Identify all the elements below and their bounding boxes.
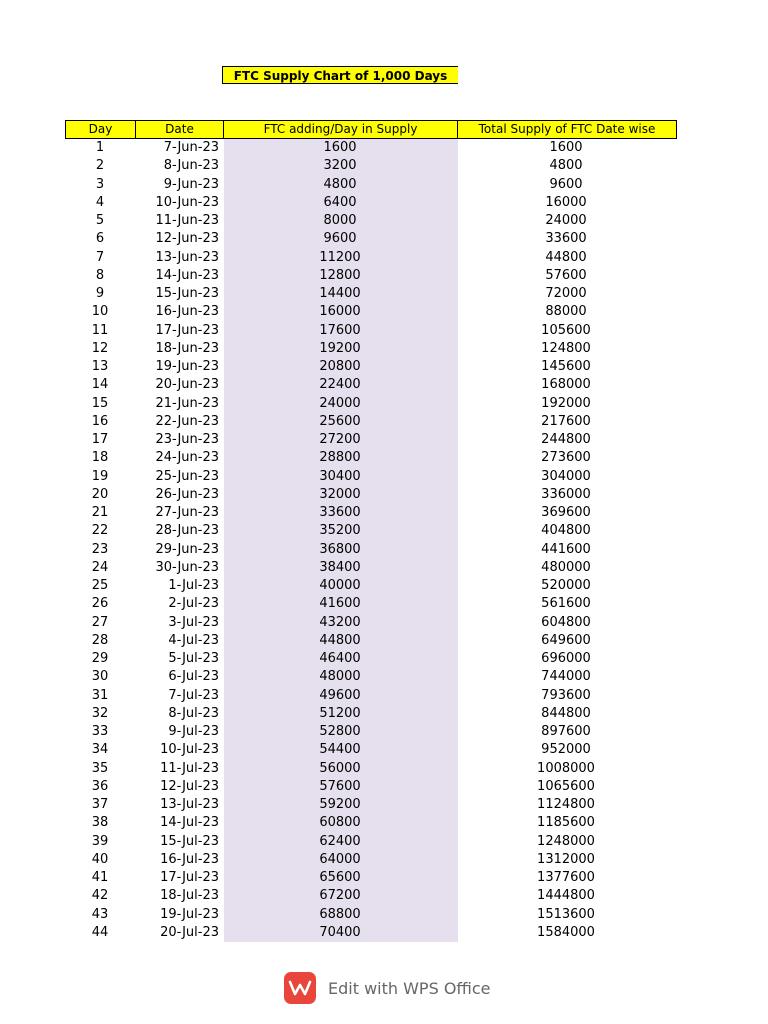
cell-ftc-adding: 24000 — [319, 395, 361, 411]
cell-date: 8-Jun-23 — [163, 158, 219, 174]
table-row — [65, 869, 677, 887]
cell-ftc-adding: 17600 — [319, 322, 361, 338]
cell-date: 30-Jun-23 — [155, 559, 219, 575]
table-row — [65, 194, 677, 212]
cell-day: 33 — [91, 724, 109, 739]
cell-ftc-adding: 6400 — [323, 194, 357, 210]
cell-date: 15-Jun-23 — [155, 286, 219, 301]
cell-total-supply: 744000 — [541, 669, 591, 685]
cell-day: 27 — [91, 614, 109, 630]
cell-day: 2 — [95, 158, 105, 174]
cell-total-supply: 480000 — [541, 559, 591, 575]
table-row — [65, 212, 677, 230]
cell-ftc-adding: 12800 — [319, 267, 361, 283]
cell-day: 40 — [91, 851, 109, 867]
cell-day: 11 — [91, 322, 109, 338]
cell-day: 23 — [91, 541, 109, 557]
cell-ftc-adding: 65600 — [319, 870, 361, 885]
table-row — [65, 723, 677, 741]
cell-total-supply: 844800 — [541, 705, 591, 721]
table-row — [65, 778, 677, 796]
cell-total-supply: 793600 — [541, 687, 591, 703]
cell-date: 3-Jul-23 — [168, 614, 219, 630]
cell-day: 21 — [91, 505, 109, 520]
cell-ftc-adding: 62400 — [319, 833, 361, 849]
cell-total-supply: 1065600 — [537, 778, 595, 794]
cell-day: 36 — [91, 778, 109, 794]
wps-logo-icon — [284, 972, 316, 1004]
cell-total-supply: 105600 — [541, 322, 591, 338]
cell-total-supply: 168000 — [541, 377, 591, 393]
cell-total-supply: 44800 — [545, 249, 587, 265]
table-row — [65, 650, 677, 668]
cell-date: 21-Jun-23 — [155, 395, 219, 411]
cell-total-supply: 897600 — [541, 724, 591, 739]
cell-day: 16 — [91, 413, 109, 429]
sheet-title: FTC Supply Chart of 1,000 Days — [222, 66, 458, 84]
cell-date: 19-Jun-23 — [155, 359, 219, 374]
cell-ftc-adding: 54400 — [319, 742, 361, 758]
cell-date: 10-Jun-23 — [155, 194, 219, 210]
cell-date: 6-Jul-23 — [168, 669, 219, 685]
cell-date: 12-Jul-23 — [160, 778, 219, 794]
cell-ftc-adding: 46400 — [319, 651, 361, 666]
cell-date: 20-Jul-23 — [160, 924, 219, 940]
table-row — [65, 285, 677, 303]
cell-day: 38 — [91, 815, 109, 831]
cell-date: 26-Jun-23 — [155, 486, 219, 502]
cell-ftc-adding: 28800 — [319, 450, 361, 466]
cell-day: 20 — [91, 486, 109, 502]
cell-total-supply: 1513600 — [537, 906, 595, 922]
table-row — [65, 577, 677, 595]
cell-total-supply: 4800 — [549, 158, 583, 174]
table-row — [65, 559, 677, 577]
cell-date: 1-Jul-23 — [168, 578, 219, 593]
cell-day: 39 — [91, 833, 109, 849]
table-row — [65, 303, 677, 321]
cell-total-supply: 1185600 — [537, 815, 595, 831]
wps-footer[interactable] — [284, 972, 491, 1004]
cell-ftc-adding: 16000 — [319, 304, 361, 320]
cell-date: 9-Jul-23 — [168, 724, 219, 739]
cell-day: 3 — [95, 176, 105, 192]
cell-day: 14 — [91, 377, 109, 393]
table-row — [65, 157, 677, 175]
table-row — [65, 267, 677, 285]
cell-ftc-adding: 22400 — [319, 377, 361, 393]
cell-date: 19-Jul-23 — [160, 906, 219, 922]
table-row — [65, 541, 677, 559]
cell-date: 7-Jun-23 — [163, 140, 219, 155]
cell-day: 13 — [91, 359, 109, 374]
cell-ftc-adding: 25600 — [319, 413, 361, 429]
cell-date: 9-Jun-23 — [163, 176, 219, 192]
cell-ftc-adding: 33600 — [319, 505, 361, 520]
cell-day: 8 — [95, 267, 105, 283]
table-row — [65, 760, 677, 778]
cell-total-supply: 369600 — [541, 505, 591, 520]
cell-date: 29-Jun-23 — [155, 541, 219, 557]
table-row — [65, 139, 677, 157]
cell-ftc-adding: 44800 — [319, 632, 361, 648]
cell-date: 24-Jun-23 — [155, 450, 219, 466]
cell-ftc-adding: 49600 — [319, 687, 361, 703]
cell-date: 13-Jul-23 — [160, 797, 219, 812]
cell-total-supply: 304000 — [541, 468, 591, 484]
cell-date: 5-Jul-23 — [168, 651, 219, 666]
table-row — [65, 796, 677, 814]
cell-date: 17-Jun-23 — [155, 322, 219, 338]
cell-ftc-adding: 14400 — [319, 286, 361, 301]
cell-date: 14-Jul-23 — [160, 815, 219, 831]
cell-day: 7 — [95, 249, 105, 265]
table-body — [65, 139, 677, 942]
cell-total-supply: 244800 — [541, 432, 591, 447]
table-row — [65, 431, 677, 449]
table-header — [65, 120, 677, 139]
cell-ftc-adding: 1600 — [323, 140, 357, 155]
cell-day: 26 — [91, 596, 109, 612]
cell-ftc-adding: 60800 — [319, 815, 361, 831]
cell-ftc-adding: 41600 — [319, 596, 361, 612]
table-row — [65, 705, 677, 723]
cell-total-supply: 88000 — [545, 304, 587, 320]
cell-day: 43 — [91, 906, 109, 922]
table-row — [65, 486, 677, 504]
cell-total-supply: 696000 — [541, 651, 591, 666]
table-row — [65, 614, 677, 632]
table-row — [65, 833, 677, 851]
cell-total-supply: 124800 — [541, 340, 591, 356]
cell-total-supply: 604800 — [541, 614, 591, 630]
cell-total-supply: 561600 — [541, 596, 591, 612]
cell-day: 12 — [91, 340, 109, 356]
header-ftc-adding: FTC adding/Day in Supply — [224, 121, 458, 138]
cell-date: 18-Jul-23 — [160, 888, 219, 904]
cell-ftc-adding: 32000 — [319, 486, 361, 502]
header-day: Day — [66, 121, 136, 138]
table-row — [65, 468, 677, 486]
table-row — [65, 230, 677, 248]
cell-date: 23-Jun-23 — [155, 432, 219, 447]
cell-date: 10-Jul-23 — [160, 742, 219, 758]
table-row — [65, 322, 677, 340]
cell-date: 18-Jun-23 — [155, 340, 219, 356]
cell-ftc-adding: 48000 — [319, 669, 361, 685]
cell-day: 10 — [91, 304, 109, 320]
cell-date: 16-Jun-23 — [155, 304, 219, 320]
table-row — [65, 413, 677, 431]
cell-ftc-adding: 9600 — [323, 231, 357, 247]
cell-day: 34 — [91, 742, 109, 758]
cell-day: 37 — [91, 797, 109, 812]
cell-total-supply: 520000 — [541, 578, 591, 593]
table-row — [65, 814, 677, 832]
cell-day: 5 — [95, 213, 105, 228]
cell-total-supply: 336000 — [541, 486, 591, 502]
cell-ftc-adding: 35200 — [319, 523, 361, 539]
cell-ftc-adding: 51200 — [319, 705, 361, 721]
cell-day: 30 — [91, 669, 109, 685]
cell-date: 14-Jun-23 — [155, 267, 219, 283]
cell-ftc-adding: 40000 — [319, 578, 361, 593]
cell-day: 44 — [91, 924, 109, 940]
cell-ftc-adding: 20800 — [319, 359, 361, 374]
table-row — [65, 176, 677, 194]
cell-ftc-adding: 36800 — [319, 541, 361, 557]
cell-date: 16-Jul-23 — [160, 851, 219, 867]
cell-date: 11-Jun-23 — [155, 213, 219, 228]
cell-date: 28-Jun-23 — [155, 523, 219, 539]
cell-date: 7-Jul-23 — [168, 687, 219, 703]
cell-ftc-adding: 52800 — [319, 724, 361, 739]
cell-ftc-adding: 67200 — [319, 888, 361, 904]
cell-ftc-adding: 3200 — [323, 158, 357, 174]
cell-day: 1 — [95, 140, 105, 155]
table-row — [65, 887, 677, 905]
cell-date: 11-Jul-23 — [160, 760, 219, 776]
cell-date: 15-Jul-23 — [160, 833, 219, 849]
cell-ftc-adding: 59200 — [319, 797, 361, 812]
cell-total-supply: 404800 — [541, 523, 591, 539]
cell-ftc-adding: 27200 — [319, 432, 361, 447]
cell-day: 42 — [91, 888, 109, 904]
table-row — [65, 595, 677, 613]
header-total-supply: Total Supply of FTC Date wise — [478, 122, 656, 136]
cell-day: 6 — [95, 231, 105, 247]
table-row — [65, 741, 677, 759]
cell-total-supply: 72000 — [545, 286, 587, 301]
table-row — [65, 632, 677, 650]
cell-day: 31 — [91, 687, 109, 703]
cell-ftc-adding: 38400 — [319, 559, 361, 575]
cell-total-supply: 1008000 — [537, 760, 595, 776]
cell-total-supply: 33600 — [545, 231, 587, 247]
cell-total-supply: 1248000 — [537, 833, 595, 849]
cell-date: 22-Jun-23 — [155, 413, 219, 429]
wps-footer-text[interactable]: Edit with WPS Office — [328, 978, 491, 998]
cell-day: 15 — [91, 395, 109, 411]
cell-date: 25-Jun-23 — [155, 468, 219, 484]
table-row — [65, 504, 677, 522]
table-row — [65, 249, 677, 267]
cell-day: 19 — [91, 468, 109, 484]
table-row — [65, 851, 677, 869]
cell-total-supply: 1124800 — [537, 797, 595, 812]
cell-day: 32 — [91, 705, 109, 721]
table-row — [65, 924, 677, 942]
cell-day: 35 — [91, 760, 109, 776]
cell-date: 4-Jul-23 — [168, 632, 219, 648]
cell-day: 17 — [91, 432, 109, 447]
table-row — [65, 522, 677, 540]
cell-date: 17-Jul-23 — [160, 870, 219, 885]
table-row — [65, 395, 677, 413]
cell-date: 13-Jun-23 — [155, 249, 219, 265]
header-date: Date — [136, 121, 224, 138]
cell-day: 24 — [91, 559, 109, 575]
cell-total-supply: 1444800 — [537, 888, 595, 904]
cell-total-supply: 9600 — [549, 176, 583, 192]
cell-ftc-adding: 56000 — [319, 760, 361, 776]
table-row — [65, 340, 677, 358]
cell-ftc-adding: 70400 — [319, 924, 361, 940]
cell-total-supply: 16000 — [545, 194, 587, 210]
cell-ftc-adding: 64000 — [319, 851, 361, 867]
cell-day: 18 — [91, 450, 109, 466]
cell-total-supply: 1377600 — [537, 870, 595, 885]
cell-date: 2-Jul-23 — [168, 596, 219, 612]
table-row — [65, 376, 677, 394]
cell-total-supply: 145600 — [541, 359, 591, 374]
cell-total-supply: 441600 — [541, 541, 591, 557]
cell-total-supply: 24000 — [545, 213, 587, 228]
cell-ftc-adding: 11200 — [319, 249, 361, 265]
cell-ftc-adding: 4800 — [323, 176, 357, 192]
cell-total-supply: 952000 — [541, 742, 591, 758]
cell-ftc-adding: 8000 — [323, 213, 357, 228]
cell-ftc-adding: 19200 — [319, 340, 361, 356]
table-row — [65, 906, 677, 924]
cell-ftc-adding: 68800 — [319, 906, 361, 922]
cell-total-supply: 273600 — [541, 450, 591, 466]
cell-ftc-adding: 57600 — [319, 778, 361, 794]
cell-day: 29 — [91, 651, 109, 666]
cell-day: 28 — [91, 632, 109, 648]
table-row — [65, 668, 677, 686]
cell-date: 20-Jun-23 — [155, 377, 219, 393]
cell-total-supply: 1584000 — [537, 924, 595, 940]
cell-date: 12-Jun-23 — [155, 231, 219, 247]
cell-day: 25 — [91, 578, 109, 593]
cell-day: 41 — [91, 870, 109, 885]
table-row — [65, 358, 677, 376]
cell-total-supply: 1600 — [549, 140, 583, 155]
cell-total-supply: 217600 — [541, 413, 591, 429]
cell-total-supply: 192000 — [541, 395, 591, 411]
cell-total-supply: 1312000 — [537, 851, 595, 867]
table-row — [65, 449, 677, 467]
cell-day: 4 — [95, 194, 105, 210]
table-row — [65, 687, 677, 705]
cell-ftc-adding: 43200 — [319, 614, 361, 630]
cell-date: 8-Jul-23 — [168, 705, 219, 721]
cell-date: 27-Jun-23 — [155, 505, 219, 520]
cell-ftc-adding: 30400 — [319, 468, 361, 484]
cell-total-supply: 57600 — [545, 267, 587, 283]
cell-day: 22 — [91, 523, 109, 539]
cell-day: 9 — [95, 286, 105, 301]
cell-total-supply: 649600 — [541, 632, 591, 648]
